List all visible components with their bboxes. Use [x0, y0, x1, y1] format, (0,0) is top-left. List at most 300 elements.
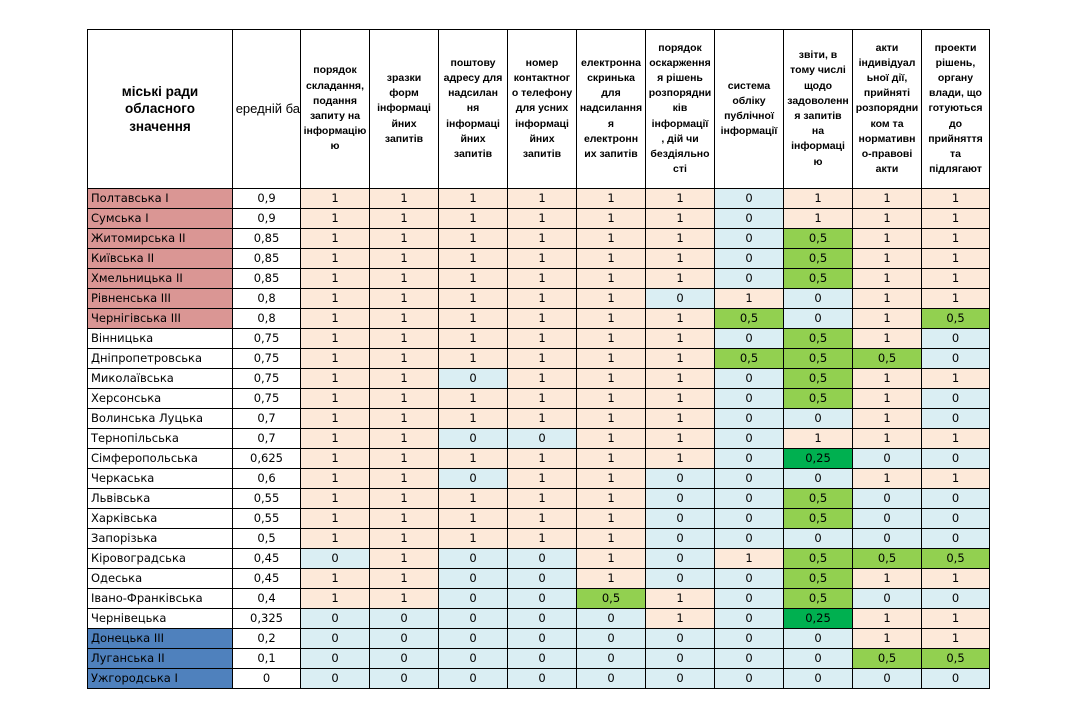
score-cell: 0	[715, 269, 784, 289]
score-cell: 0	[922, 589, 990, 609]
score-cell: 1	[922, 269, 990, 289]
header-line: та	[950, 148, 961, 161]
score-cell: 0	[301, 669, 370, 689]
header-line: нормативн	[858, 132, 916, 145]
score-cell: 1	[439, 309, 508, 329]
header-line: я запитів	[794, 110, 842, 122]
score-cell: 1	[922, 229, 990, 249]
score-cell: 1	[508, 389, 577, 409]
score-cell: 1	[577, 549, 646, 569]
score-cell: 1	[715, 549, 784, 569]
score-cell: 1	[577, 269, 646, 289]
score-cell: 1	[646, 429, 715, 449]
score-cell: 1	[508, 509, 577, 529]
header-line: обліку	[732, 94, 766, 107]
average-score-cell: 0,85	[233, 229, 301, 249]
table-row	[88, 329, 990, 349]
table-row	[88, 249, 990, 269]
score-cell: 1	[853, 369, 922, 389]
table-row	[88, 589, 990, 609]
score-cell: 0	[646, 549, 715, 569]
score-cell: 1	[439, 289, 508, 309]
score-cell: 0	[922, 409, 990, 429]
score-cell: 1	[508, 529, 577, 549]
header-line: електронн	[583, 132, 639, 145]
score-cell: 1	[301, 469, 370, 489]
header-line: щодо	[803, 79, 833, 92]
score-cell: 0	[646, 469, 715, 489]
header-line: готуються	[928, 102, 983, 115]
table-row	[88, 369, 990, 389]
score-cell: 1	[577, 229, 646, 249]
score-cell: 0	[646, 289, 715, 309]
score-cell: 1	[370, 489, 439, 509]
header-line: система	[727, 79, 771, 92]
score-cell: 0,5	[715, 309, 784, 329]
header-line: йних	[529, 132, 555, 145]
score-cell: 0	[646, 569, 715, 589]
city-name-cell: Вінницька	[88, 329, 233, 349]
city-name-cell: Тернопільська	[88, 429, 233, 449]
score-cell: 0	[370, 629, 439, 649]
average-score-cell: 0,75	[233, 369, 301, 389]
score-cell: 1	[853, 249, 922, 269]
score-cell: 1	[853, 389, 922, 409]
score-cell: 1	[646, 329, 715, 349]
score-cell: 1	[646, 409, 715, 429]
score-cell: 0,5	[784, 549, 853, 569]
score-cell: 0	[508, 669, 577, 689]
header-line: проекти	[934, 41, 977, 54]
score-cell: 1	[784, 209, 853, 229]
score-cell: 1	[577, 369, 646, 389]
header-line: запиту на	[309, 110, 361, 122]
score-cell: 1	[853, 309, 922, 329]
average-score-cell: 0,625	[233, 449, 301, 469]
header-line: акти	[875, 41, 899, 54]
score-cell: 0	[715, 429, 784, 449]
score-cell: 1	[646, 609, 715, 629]
score-cell: 1	[508, 249, 577, 269]
score-cell: 1	[370, 529, 439, 549]
table-row	[88, 189, 990, 209]
score-cell: 1	[922, 629, 990, 649]
average-score-cell: 0,6	[233, 469, 301, 489]
score-cell: 0	[370, 609, 439, 629]
city-name-cell: Донецька ІІІ	[88, 629, 233, 649]
header-appeal-procedure	[646, 30, 715, 189]
score-cell: 0	[715, 589, 784, 609]
score-cell: 1	[301, 409, 370, 429]
score-cell: 0	[922, 669, 990, 689]
score-cell: 1	[370, 469, 439, 489]
header-line: ків	[672, 102, 688, 115]
score-cell: 1	[577, 449, 646, 469]
average-score-cell: 0,75	[233, 329, 301, 349]
score-cell: 1	[577, 209, 646, 229]
score-cell: 0	[439, 669, 508, 689]
score-cell: 1	[577, 249, 646, 269]
score-cell: 1	[853, 189, 922, 209]
score-cell: 1	[922, 209, 990, 229]
score-cell: 1	[646, 229, 715, 249]
header-line: я	[607, 117, 615, 130]
score-cell: 1	[508, 489, 577, 509]
score-cell: 1	[922, 609, 990, 629]
score-cell: 0	[715, 469, 784, 489]
header-line: обласного	[125, 101, 195, 117]
header-line: запитів	[522, 148, 562, 161]
score-cell: 0	[301, 549, 370, 569]
score-cell: 1	[646, 249, 715, 269]
header-line: для	[601, 87, 621, 100]
header-line: я рішень	[657, 71, 703, 84]
table-row	[88, 529, 990, 549]
table-row	[88, 269, 990, 289]
score-cell: 1	[439, 449, 508, 469]
score-cell: 1	[508, 369, 577, 389]
score-cell: 0,5	[784, 249, 853, 269]
score-cell: 0	[715, 189, 784, 209]
score-cell: 0	[784, 409, 853, 429]
score-cell: 0	[439, 609, 508, 629]
score-cell: 1	[370, 329, 439, 349]
city-name-cell: Кіровоградська	[88, 549, 233, 569]
score-cell: 1	[301, 529, 370, 549]
score-cell: 1	[508, 409, 577, 429]
average-score-cell: 0	[233, 669, 301, 689]
score-cell: 1	[577, 509, 646, 529]
header-line: номер	[525, 56, 559, 69]
score-cell: 0	[577, 669, 646, 689]
header-line: розпорядни	[648, 87, 712, 100]
score-cell: 1	[370, 249, 439, 269]
score-cell: 1	[853, 329, 922, 349]
score-cell: 1	[646, 349, 715, 369]
table-row	[88, 209, 990, 229]
header-line: ьної дії,	[866, 71, 908, 84]
score-cell: 0	[922, 349, 990, 369]
score-cell: 1	[922, 189, 990, 209]
score-cell: 0,5	[922, 549, 990, 569]
score-cell: 1	[784, 429, 853, 449]
header-request-procedure	[301, 30, 370, 189]
score-cell: 1	[439, 389, 508, 409]
score-cell: 0	[853, 669, 922, 689]
header-line: задоволенн	[787, 94, 849, 107]
score-cell: 0,25	[784, 609, 853, 629]
score-cell: 0	[439, 469, 508, 489]
score-cell: 1	[646, 189, 715, 209]
score-cell: 1	[439, 249, 508, 269]
score-cell: 1	[301, 189, 370, 209]
city-name-cell: Івано-Франківська	[88, 589, 233, 609]
score-cell: 0	[715, 369, 784, 389]
header-line: ком та	[870, 117, 904, 130]
table-row	[88, 409, 990, 429]
score-cell: 0	[715, 389, 784, 409]
score-cell: 0	[301, 609, 370, 629]
score-cell: 1	[577, 329, 646, 349]
score-cell: 0,5	[853, 649, 922, 669]
header-line: надсилан	[448, 87, 498, 100]
score-cell: 1	[301, 429, 370, 449]
score-cell: 1	[646, 269, 715, 289]
score-cell: 1	[508, 209, 577, 229]
city-name-cell: Рівненська ІІІ	[88, 289, 233, 309]
average-score-cell: 0,9	[233, 189, 301, 209]
score-cell: 1	[508, 189, 577, 209]
score-cell: 0,5	[784, 269, 853, 289]
header-line: індивідуал	[858, 56, 916, 69]
score-cell: 0	[715, 569, 784, 589]
header-email-box	[577, 30, 646, 189]
score-cell: 1	[577, 569, 646, 589]
score-cell: 0	[439, 589, 508, 609]
score-cell: 0,5	[784, 389, 853, 409]
score-cell: 0	[784, 529, 853, 549]
header-line: тому числі	[790, 64, 846, 77]
header-line: о телефону	[511, 87, 573, 100]
header-line: ю	[813, 155, 823, 168]
table-row	[88, 609, 990, 629]
score-cell: 0	[439, 429, 508, 449]
city-name-cell: Херсонська	[88, 389, 233, 409]
city-name-cell: Чернівецька	[88, 609, 233, 629]
score-cell: 0	[439, 549, 508, 569]
score-cell: 1	[853, 409, 922, 429]
score-cell: 0	[922, 329, 990, 349]
score-cell: 1	[370, 429, 439, 449]
score-cell: 1	[922, 289, 990, 309]
header-contact-phone	[508, 30, 577, 189]
score-cell: 0	[922, 389, 990, 409]
average-score-cell: 0,2	[233, 629, 301, 649]
score-cell: 0	[508, 649, 577, 669]
header-line: рішень,	[935, 56, 976, 69]
header-info-registry	[715, 30, 784, 189]
average-score-cell: 0,45	[233, 569, 301, 589]
score-cell: 1	[370, 409, 439, 429]
score-cell: 1	[508, 469, 577, 489]
table-row	[88, 549, 990, 569]
average-score-cell: 0,85	[233, 249, 301, 269]
score-cell: 1	[922, 569, 990, 589]
score-cell: 1	[301, 329, 370, 349]
score-cell: 1	[577, 349, 646, 369]
score-cell: 0	[439, 649, 508, 669]
table-row	[88, 229, 990, 249]
score-cell: 1	[577, 309, 646, 329]
score-cell: 1	[370, 589, 439, 609]
table-row	[88, 569, 990, 589]
header-line: поштову	[450, 56, 496, 69]
table-row	[88, 509, 990, 529]
score-cell: 0	[646, 629, 715, 649]
score-cell: 0	[508, 589, 577, 609]
header-line: інформації	[651, 117, 709, 130]
score-cell: 1	[370, 309, 439, 329]
header-line: надсилання	[579, 102, 643, 115]
score-cell: 0	[439, 569, 508, 589]
score-cell: 0,5	[784, 229, 853, 249]
score-cell: 0	[715, 609, 784, 629]
score-cell: 1	[301, 509, 370, 529]
average-score-cell: 0,55	[233, 489, 301, 509]
header-line: для усних	[515, 102, 569, 115]
score-cell: 0	[715, 229, 784, 249]
average-score-cell: 0,9	[233, 209, 301, 229]
table-row	[88, 309, 990, 329]
score-cell: 1	[370, 269, 439, 289]
score-cell: 1	[577, 409, 646, 429]
city-name-cell: Полтавська І	[88, 189, 233, 209]
score-cell: 1	[301, 289, 370, 309]
score-cell: 1	[439, 229, 508, 249]
table-row	[88, 649, 990, 669]
table-row	[88, 449, 990, 469]
score-cell: 1	[577, 189, 646, 209]
score-cell: 1	[646, 209, 715, 229]
score-cell: 0	[853, 529, 922, 549]
score-cell: 0	[922, 449, 990, 469]
table-row	[88, 429, 990, 449]
score-cell: 1	[370, 209, 439, 229]
city-name-cell: Харківська	[88, 509, 233, 529]
header-line: порядок	[658, 41, 702, 54]
table-row	[88, 469, 990, 489]
score-cell: 0	[922, 509, 990, 529]
average-score-cell: 0,8	[233, 289, 301, 309]
score-cell: 1	[439, 509, 508, 529]
city-name-cell: Ужгородська І	[88, 669, 233, 689]
score-cell: 0	[784, 469, 853, 489]
score-cell: 1	[853, 609, 922, 629]
header-line: підлягают	[929, 163, 982, 176]
city-name-cell: Сімферопольська	[88, 449, 233, 469]
header-line: прийняття	[928, 132, 983, 145]
header-line: ередній ба	[235, 100, 300, 116]
header-line: електронна	[581, 56, 641, 69]
score-cell: 1	[370, 389, 439, 409]
score-cell: 1	[508, 349, 577, 369]
score-cell: 0,5	[784, 589, 853, 609]
header-row	[88, 30, 990, 189]
score-cell: 1	[439, 409, 508, 429]
average-score-cell: 0,325	[233, 609, 301, 629]
header-individual-acts	[853, 30, 922, 189]
score-cell: 0,5	[922, 649, 990, 669]
score-cell: 1	[508, 309, 577, 329]
score-cell: 0,5	[784, 509, 853, 529]
header-line: контактног	[513, 71, 571, 84]
score-cell: 1	[370, 509, 439, 529]
score-cell: 1	[715, 289, 784, 309]
average-score-cell: 0,4	[233, 589, 301, 609]
score-cell: 0	[646, 509, 715, 529]
score-cell: 1	[646, 389, 715, 409]
score-cell: 1	[508, 289, 577, 309]
score-cell: 1	[646, 589, 715, 609]
header-line: подання	[313, 94, 357, 107]
score-cell: 1	[853, 469, 922, 489]
score-cell: 1	[577, 529, 646, 549]
header-line: форм	[389, 87, 419, 100]
score-cell: 0	[715, 449, 784, 469]
score-cell: 0	[784, 309, 853, 329]
score-cell: 0,5	[922, 309, 990, 329]
header-line: інформаці	[515, 117, 569, 130]
header-line: йних	[391, 117, 417, 130]
city-name-cell: Дніпропетровська	[88, 349, 233, 369]
score-cell: 0	[646, 669, 715, 689]
header-postal-address	[439, 30, 508, 189]
score-cell: 1	[370, 369, 439, 389]
score-cell: 1	[922, 429, 990, 449]
score-cell: 1	[370, 229, 439, 249]
header-line: порядок	[313, 64, 357, 77]
score-cell: 1	[370, 569, 439, 589]
score-cell: 0	[715, 509, 784, 529]
score-cell: 1	[439, 349, 508, 369]
score-cell: 1	[439, 269, 508, 289]
header-line: інформацію	[303, 125, 367, 138]
score-cell: 0	[508, 569, 577, 589]
header-line: скринька	[587, 71, 635, 84]
score-cell: 0	[508, 629, 577, 649]
score-cell: 1	[577, 429, 646, 449]
header-line: розпорядни	[855, 102, 919, 115]
header-line: ня	[466, 102, 480, 115]
score-cell: 1	[577, 389, 646, 409]
score-cell: 0	[508, 609, 577, 629]
header-line: інформаці	[791, 140, 845, 153]
table-row	[88, 629, 990, 649]
header-line: органу	[937, 71, 974, 84]
city-name-cell: Одеська	[88, 569, 233, 589]
average-score-cell: 0,7	[233, 429, 301, 449]
score-cell: 1	[646, 449, 715, 469]
header-line: адресу для	[443, 71, 503, 84]
average-score-cell: 0,75	[233, 389, 301, 409]
header-line: зразки	[386, 71, 422, 84]
score-cell: 1	[370, 549, 439, 569]
average-score-cell: 0,7	[233, 409, 301, 429]
average-score-cell: 0,75	[233, 349, 301, 369]
score-cell: 1	[784, 189, 853, 209]
average-score-cell: 0,1	[233, 649, 301, 669]
header-line: , дій чи	[661, 132, 699, 145]
score-cell: 1	[853, 629, 922, 649]
score-cell: 0	[715, 249, 784, 269]
header-line: их запитів	[584, 148, 638, 161]
average-score-cell: 0,55	[233, 509, 301, 529]
score-cell: 0	[715, 649, 784, 669]
score-cell: 0	[370, 649, 439, 669]
header-line: запитів	[384, 132, 424, 145]
score-cell: 0	[301, 649, 370, 669]
score-cell: 1	[853, 229, 922, 249]
score-cell: 1	[301, 389, 370, 409]
table-row	[88, 349, 990, 369]
average-score-cell: 0,85	[233, 269, 301, 289]
score-cell: 1	[301, 309, 370, 329]
score-cell: 1	[439, 189, 508, 209]
score-cell: 1	[508, 449, 577, 469]
score-cell: 1	[508, 229, 577, 249]
header-line: інформаці	[377, 102, 431, 115]
score-cell: 1	[922, 369, 990, 389]
